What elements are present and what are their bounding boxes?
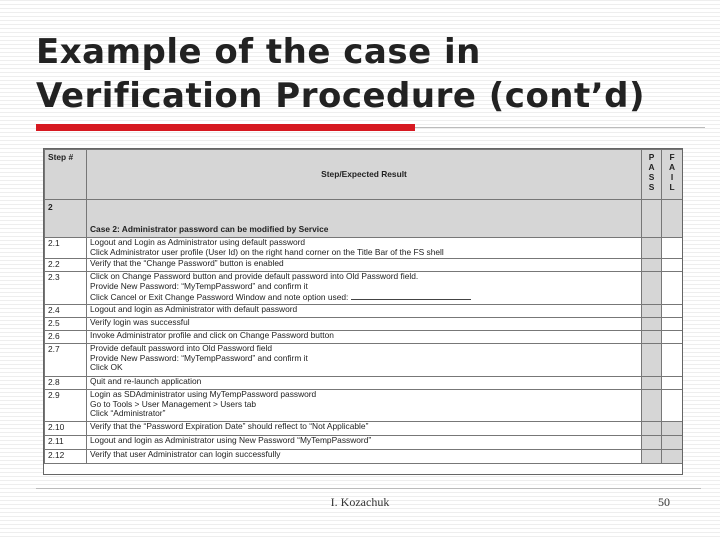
table-header-row (45, 150, 683, 200)
step-number: 2.2 (45, 259, 87, 272)
step-number: 2.7 (45, 344, 87, 377)
pass-cell[interactable] (642, 377, 662, 390)
table-row (45, 318, 683, 331)
table-row (45, 331, 683, 344)
pass-cell[interactable] (642, 318, 662, 331)
option-used-blank (351, 291, 471, 300)
header-pass-label: P A S S (648, 152, 655, 192)
step-result: Verify that the “Change Password” button is enabled (87, 259, 642, 272)
table-row (45, 305, 683, 318)
step-result: Invoke Administrator profile and click on Change Password button (87, 331, 642, 344)
fail-cell[interactable] (662, 259, 683, 272)
table-row (45, 344, 683, 377)
header-fail-label: F A I L (668, 152, 676, 192)
step-result (87, 272, 642, 305)
step-number: 2.6 (45, 331, 87, 344)
fail-cell[interactable] (662, 422, 683, 436)
pass-cell[interactable] (642, 422, 662, 436)
footer-author: I. Kozachuk (330, 495, 390, 509)
step-result: Login as SDAdministrator using MyTempPassword password Go to Tools > User Management > Users tab Click “Administrator” (87, 390, 642, 422)
table-row (45, 238, 683, 259)
pass-cell[interactable] (642, 259, 662, 272)
fail-cell[interactable] (662, 436, 683, 450)
step-number: 2.4 (45, 305, 87, 318)
fail-cell[interactable] (662, 344, 683, 377)
step-number: 2.10 (45, 422, 87, 436)
pass-cell[interactable] (642, 238, 662, 259)
pass-cell[interactable] (642, 436, 662, 450)
page-number: 50 (658, 495, 670, 509)
pass-cell[interactable] (642, 305, 662, 318)
step-result: Provide default password into Old Password field Provide New Password: “MyTempPassword” and confirm it Click OK (87, 344, 642, 377)
step-result: Verify login was successful (87, 318, 642, 331)
step-result: Logout and Login as Administrator using default password Click Administrator user profile (User Id) on the right hand corner on the Title Bar of the FS shell (87, 238, 642, 259)
fail-cell[interactable] (662, 305, 683, 318)
slide-title-line-1: Example of the case in (36, 32, 481, 72)
verification-procedure-table (43, 148, 683, 475)
step-result: Logout and login as Administrator with default password (87, 305, 642, 318)
case-title: Case 2: Administrator password can be modified by Service (87, 200, 642, 238)
pass-cell[interactable] (642, 344, 662, 377)
step-number: 2.11 (45, 436, 87, 450)
header-step: Step # (45, 150, 87, 200)
title-accent-bar (36, 124, 415, 131)
title-accent-rule (415, 127, 705, 128)
pass-cell[interactable] (642, 450, 662, 464)
pass-cell[interactable] (642, 272, 662, 305)
fail-cell[interactable] (662, 450, 683, 464)
step-result: Logout and login as Administrator using New Password “MyTempPassword” (87, 436, 642, 450)
step-number: 2.9 (45, 390, 87, 422)
fail-cell[interactable] (662, 331, 683, 344)
step-number: 2.12 (45, 450, 87, 464)
slide-title-line-2: Verification Procedure (cont’d) (36, 76, 646, 116)
step-result-text: Click on Change Password button and provide default password into Old Password field. Provide New Password: “MyTempPassword” and confirm it Click Cancel or Exit Change Password Window and note option used: (90, 271, 419, 303)
fail-cell[interactable] (662, 390, 683, 422)
case-step: 2 (45, 200, 87, 238)
step-number: 2.3 (45, 272, 87, 305)
header-pass (642, 150, 662, 200)
table-row (45, 436, 683, 450)
step-number: 2.5 (45, 318, 87, 331)
fail-cell[interactable] (662, 272, 683, 305)
table-row (45, 390, 683, 422)
table-row (45, 377, 683, 390)
pass-cell[interactable] (642, 331, 662, 344)
step-number: 2.8 (45, 377, 87, 390)
header-fail (662, 150, 683, 200)
procedure-table (44, 149, 683, 464)
step-number: 2.1 (45, 238, 87, 259)
table-row (45, 259, 683, 272)
table-row (45, 422, 683, 436)
table-row (45, 272, 683, 305)
table-row (45, 450, 683, 464)
slide-title (36, 30, 696, 118)
header-step-expected-result: Step/Expected Result (87, 150, 642, 200)
case-pass-cell (642, 200, 662, 238)
footer-rule (36, 488, 701, 489)
fail-cell[interactable] (662, 377, 683, 390)
step-result: Verify that user Administrator can login successfully (87, 450, 642, 464)
step-result: Quit and re-launch application (87, 377, 642, 390)
fail-cell[interactable] (662, 318, 683, 331)
pass-cell[interactable] (642, 390, 662, 422)
fail-cell[interactable] (662, 238, 683, 259)
step-result: Verify that the “Password Expiration Date” should reflect to “Not Applicable” (87, 422, 642, 436)
case-fail-cell (662, 200, 683, 238)
case-row (45, 200, 683, 238)
